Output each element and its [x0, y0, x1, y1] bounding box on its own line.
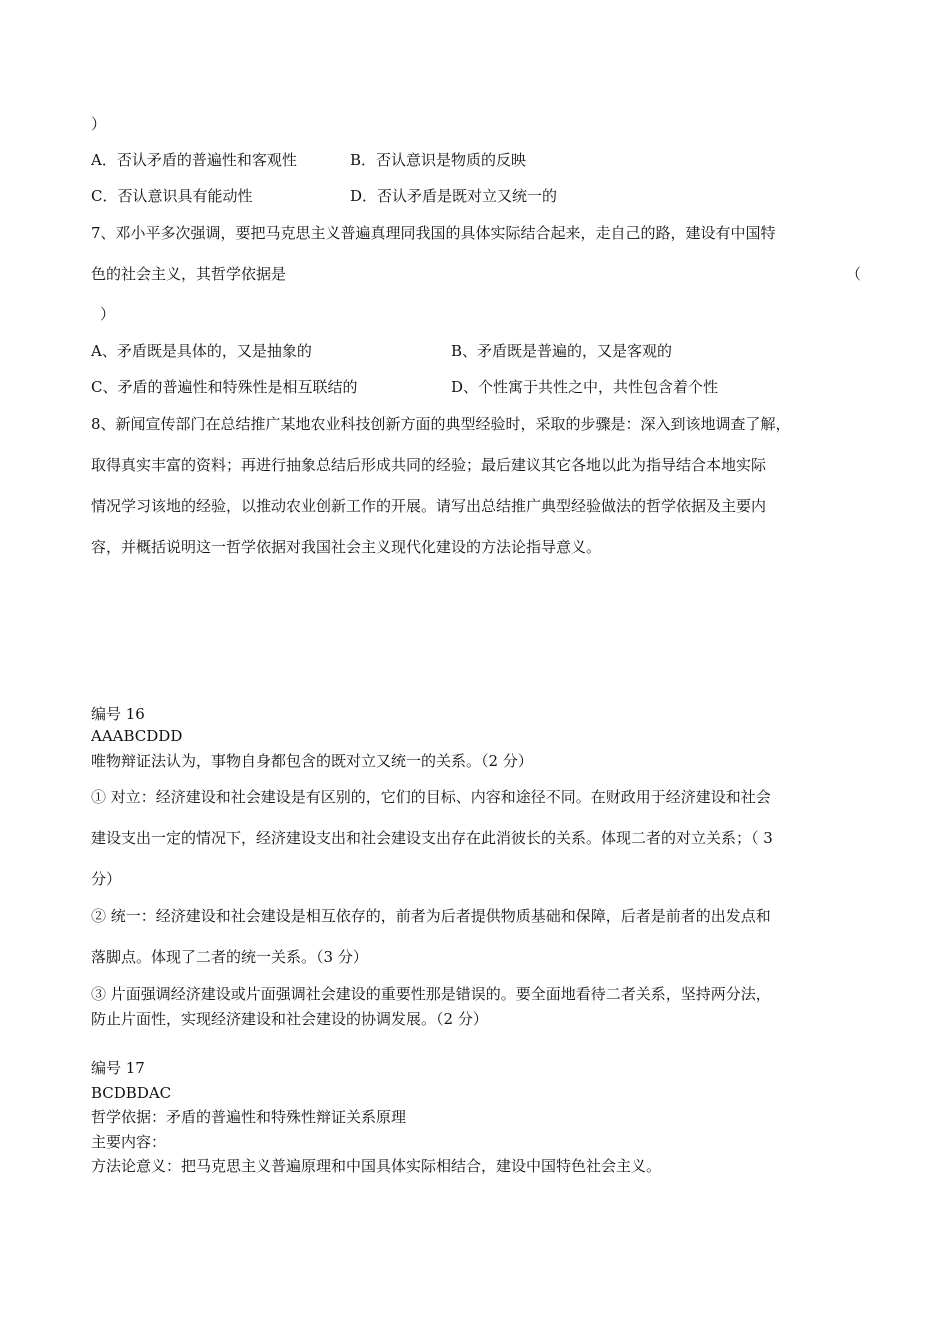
answers17-basis: 哲学依据：矛盾的普遍性和特殊性辩证关系原理 [91, 1108, 407, 1126]
q6-option-d: D．否认矛盾是既对立又统一的 [350, 187, 558, 205]
answers16-p1-line3: 分） [91, 870, 122, 888]
answers16-choices: AAABCDDD [91, 727, 183, 745]
answers17-significance: 方法论意义：把马克思主义普遍原理和中国具体实际相结合，建设中国特色社会主义。 [91, 1157, 662, 1175]
q7-option-c: C、矛盾的普遍性和特殊性是相互联结的 [91, 378, 358, 396]
q7-paren-close: ） [100, 305, 116, 323]
q8-stem-line4: 容，并概括说明这一哲学依据对我国社会主义现代化建设的方法论指导意义。 [91, 538, 602, 556]
q8-stem-line1: 8、新闻宣传部门在总结推广某地农业科技创新方面的典型经验时，采取的步骤是：深入到该地调查了解， [91, 415, 791, 433]
answers16-p3-line1: ③ 片面强调经济建设或片面强调社会建设的重要性那是错误的。要全面地看待二者关系，坚持两分法， [91, 985, 771, 1003]
answers16-p1-line2: 建设支出一定的情况下，经济建设支出和社会建设支出存在此消彼长的关系。体现二者的对立关系；（ 3 [91, 829, 773, 847]
q7-stem-line1: 7、邓小平多次强调，要把马克思主义普遍真理同我国的具体实际结合起来，走自己的路，建设有中国特 [91, 224, 776, 242]
q6-option-c: C．否认意识具有能动性 [91, 187, 253, 205]
q7-stem-line2: 色的社会主义，其哲学依据是 [91, 265, 287, 283]
answers17-choices: BCDBDAC [91, 1084, 172, 1102]
answers16-intro: 唯物辩证法认为，事物自身都包含的既对立又统一的关系。（2 分） [91, 752, 533, 770]
q6-option-a: A．否认矛盾的普遍性和客观性 [91, 151, 297, 169]
answers16-p1-line1: ① 对立：经济建设和社会建设是有区别的，它们的目标、内容和途径不同。在财政用于经济建设和社会 [91, 788, 771, 806]
answers16-p2-line1: ② 统一：经济建设和社会建设是相互依存的，前者为后者提供物质基础和保障，后者是前者的出发点和 [91, 907, 771, 925]
answers17-heading: 编号 17 [91, 1059, 145, 1077]
q7-paren-open: （ [845, 265, 861, 283]
q8-stem-line2: 取得真实丰富的资料；再进行抽象总结后形成共同的经验；最后建议其它各地以此为指导结合本地实际 [91, 456, 767, 474]
q7-stem-line2-row [91, 264, 861, 284]
q6-option-b: B．否认意识是物质的反映 [350, 151, 527, 169]
q7-option-d: D、个性寓于共性之中，共性包含着个性 [451, 378, 719, 396]
q7-option-b: B、矛盾既是普遍的，又是客观的 [451, 342, 673, 360]
q7-option-a: A、矛盾既是具体的，又是抽象的 [91, 342, 312, 360]
answers16-heading: 编号 16 [91, 705, 145, 723]
answers16-p3-line2: 防止片面性，实现经济建设和社会建设的协调发展。（2 分） [91, 1010, 488, 1028]
q6-paren-close: ） [91, 115, 107, 133]
q8-stem-line3: 情况学习该地的经验，以推动农业创新工作的开展。请写出总结推广典型经验做法的哲学依据及主要内 [91, 497, 767, 515]
answers16-p2-line2: 落脚点。体现了二者的统一关系。（3 分） [91, 948, 368, 966]
answers17-content: 主要内容： [91, 1133, 167, 1151]
